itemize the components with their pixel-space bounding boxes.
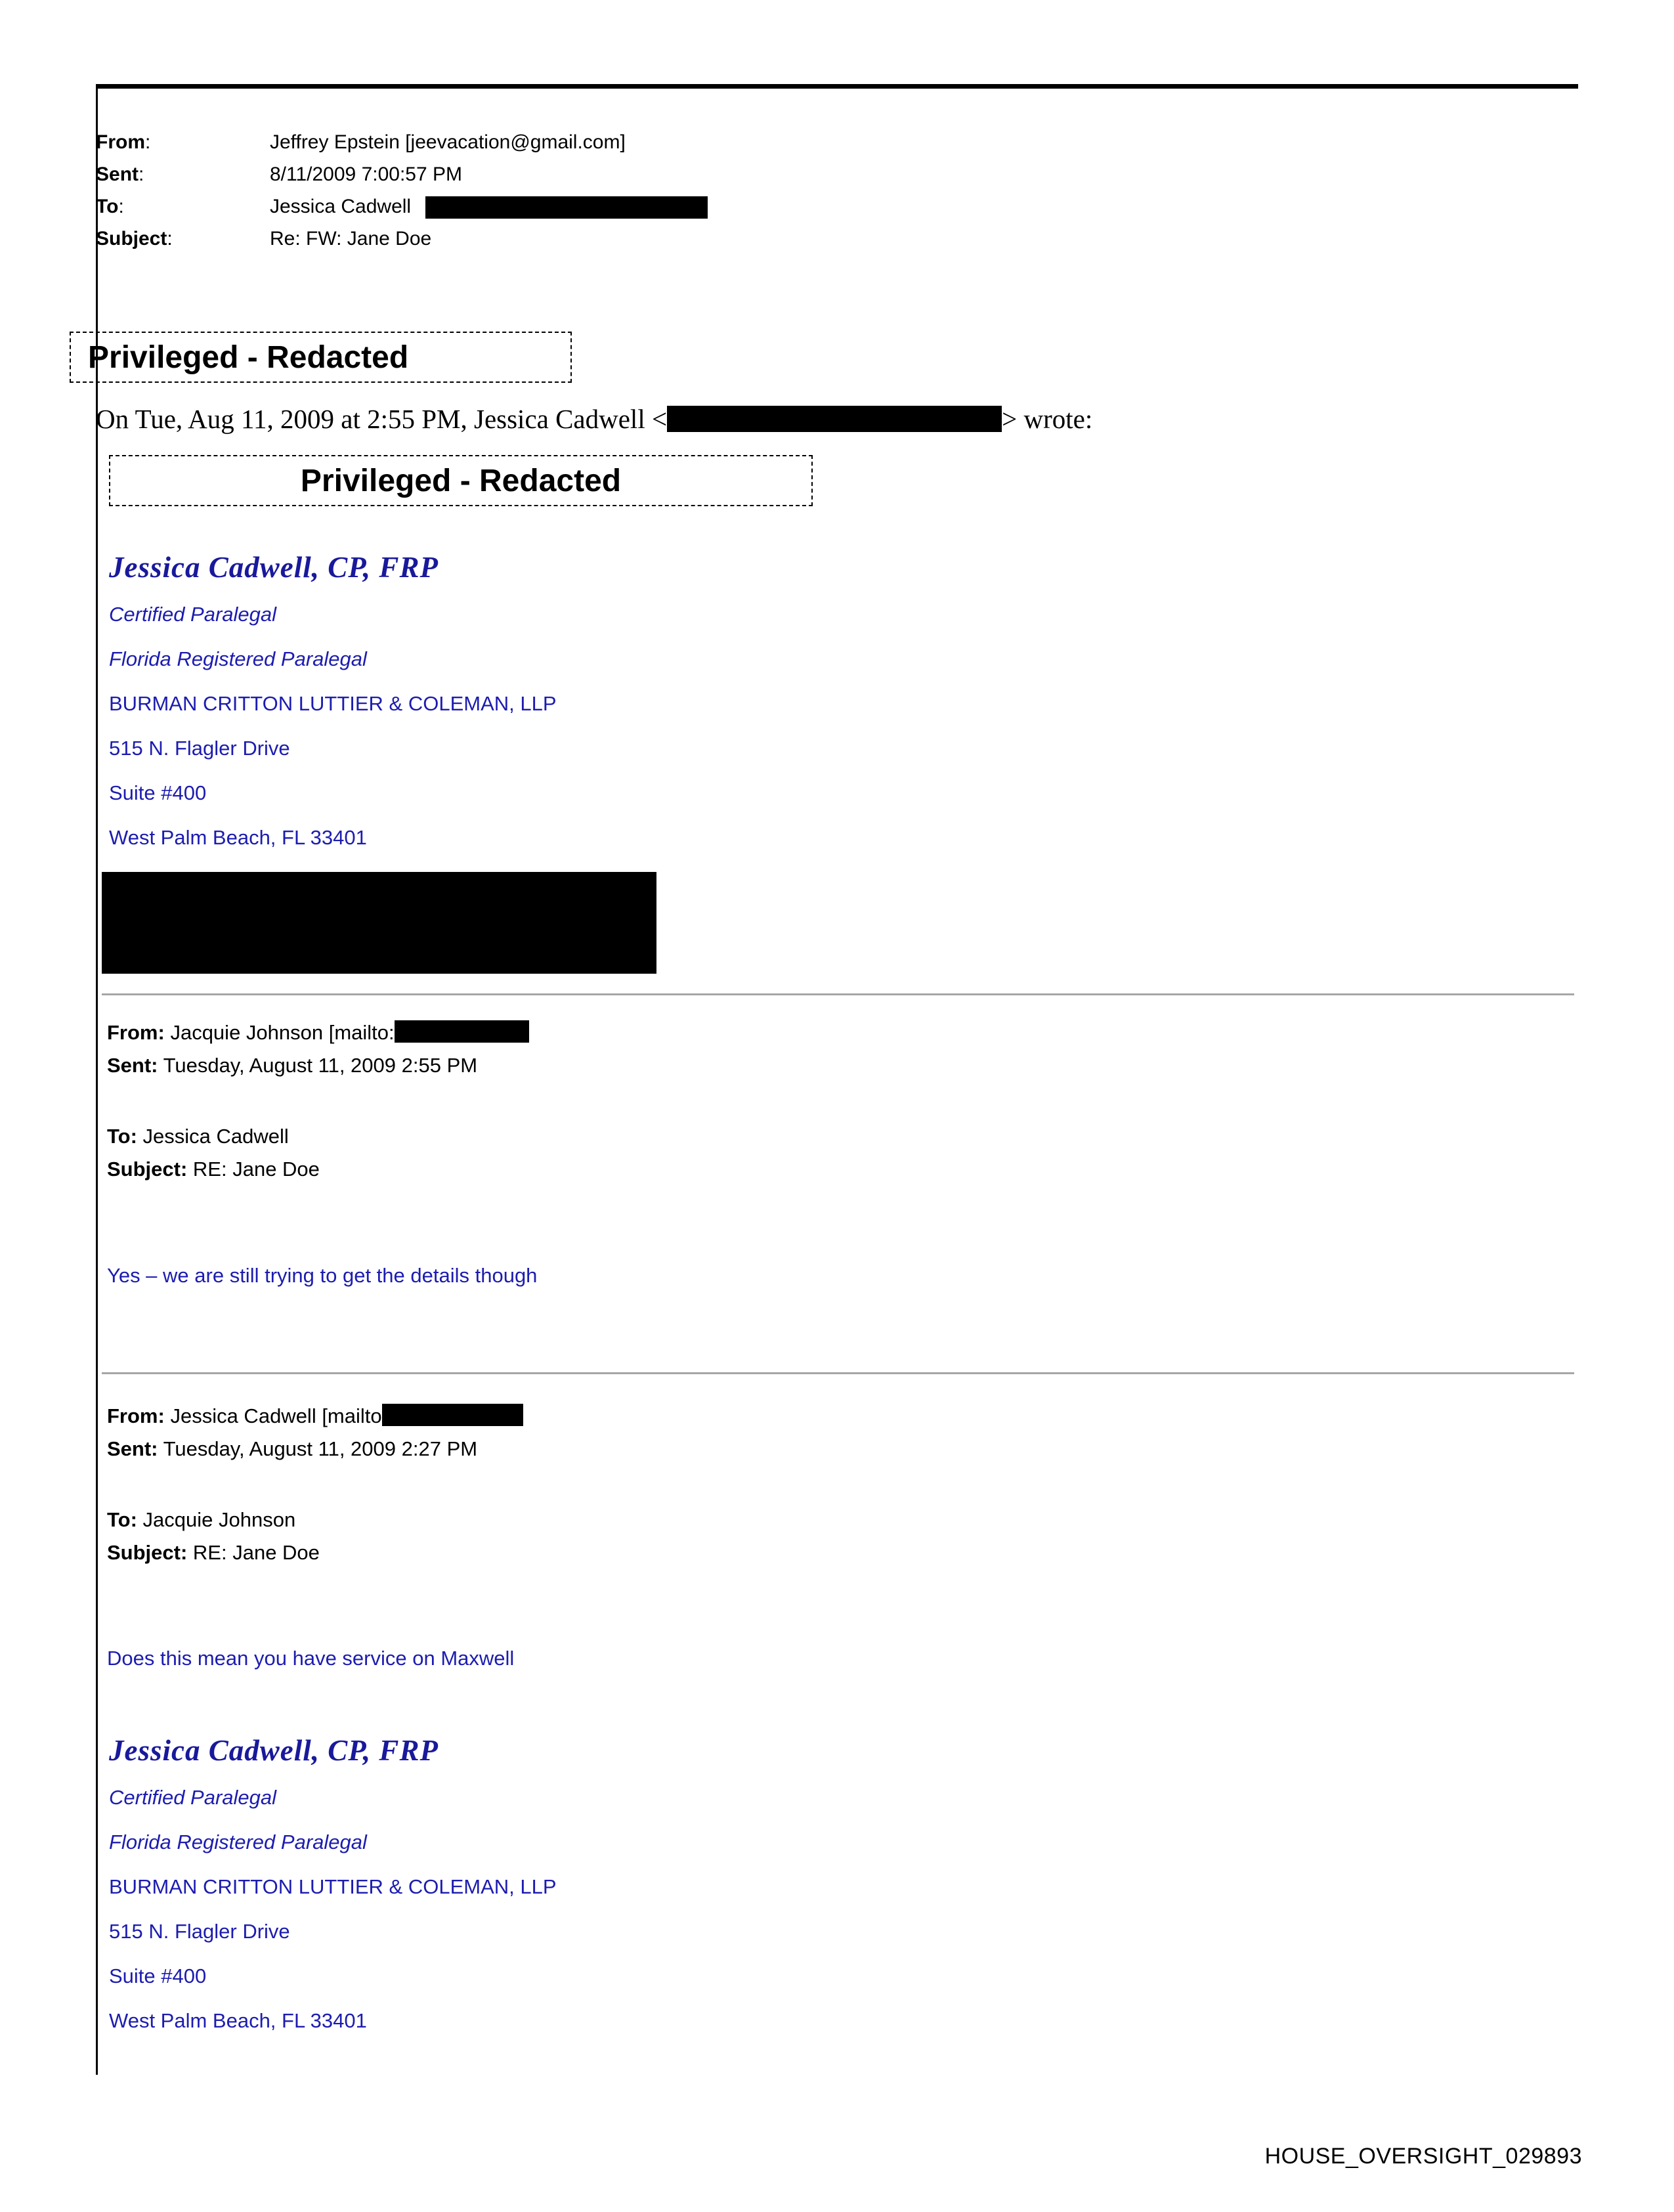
signature-2-address2: Suite #400 — [109, 1964, 207, 1987]
signature-block-2 — [109, 1733, 557, 2043]
message-2-to-line — [107, 1120, 529, 1153]
message-2-body: Yes – we are still trying to get the details though — [107, 1264, 538, 1287]
message-2-from-value: Jacquie Johnson [mailto: — [170, 1021, 395, 1044]
signature-2-address3: West Palm Beach, FL 33401 — [109, 2009, 367, 2032]
message-2-subject-label: Subject: — [107, 1158, 188, 1181]
message-3-subject-value: RE: Jane Doe — [192, 1541, 320, 1564]
message-3-to-label: To: — [107, 1508, 137, 1531]
message-3-body: Does this mean you have service on Maxwell — [107, 1647, 515, 1670]
signature-1-address3: West Palm Beach, FL 33401 — [109, 826, 367, 849]
privileged-redacted-banner-1 — [70, 332, 572, 383]
message-3-sent-label: Sent: — [107, 1437, 158, 1460]
email-header — [96, 131, 1540, 260]
redaction-bar-message-2-from — [395, 1020, 529, 1043]
header-value-to-text: Jessica Cadwell — [270, 196, 412, 217]
redaction-bar-quote-email — [667, 406, 1002, 432]
signature-1-credential: Florida Registered Paralegal — [109, 647, 367, 670]
signature-1-address1: 515 N. Flagler Drive — [109, 737, 290, 760]
message-2-subject-line — [107, 1153, 529, 1186]
message-3-header — [107, 1400, 523, 1569]
signature-2-title: Certified Paralegal — [109, 1786, 277, 1809]
signature-1-firm: BURMAN CRITTON LUTTIER & COLEMAN, LLP — [109, 692, 557, 715]
message-2-to-label: To: — [107, 1125, 137, 1148]
message-2-header-gap — [107, 1082, 529, 1120]
bates-stamp: HOUSE_OVERSIGHT_029893 — [1264, 2144, 1582, 2169]
signature-2-credential: Florida Registered Paralegal — [109, 1831, 367, 1854]
message-2-to-value: Jessica Cadwell — [142, 1125, 289, 1148]
signature-2-firm: BURMAN CRITTON LUTTIER & COLEMAN, LLP — [109, 1875, 557, 1898]
header-value-from: Jeffrey Epstein [jeevacation@gmail.com] — [270, 131, 626, 153]
message-3-subject-line — [107, 1536, 523, 1569]
header-label-sent: Sent: — [96, 163, 144, 185]
message-3-sent-line — [107, 1433, 523, 1465]
header-label-to: To: — [96, 196, 124, 217]
privileged-banner-2-text: Privileged - Redacted — [300, 463, 622, 498]
redaction-block-contact-info — [102, 872, 656, 974]
header-row-subject — [96, 228, 1540, 260]
message-separator-2 — [102, 1372, 1574, 1374]
message-2-sent-line — [107, 1049, 529, 1082]
message-2-from-label: From: — [107, 1021, 165, 1044]
message-3-header-gap — [107, 1465, 523, 1504]
message-2-header — [107, 1016, 529, 1186]
header-label-subject-text: Subject — [96, 228, 167, 249]
signature-2-address1: 515 N. Flagler Drive — [109, 1920, 290, 1943]
message-3-to-value: Jacquie Johnson — [142, 1508, 296, 1531]
message-2-subject-value: RE: Jane Doe — [192, 1158, 320, 1181]
redaction-bar-message-3-from — [382, 1404, 523, 1426]
message-3-sent-value: Tuesday, August 11, 2009 2:27 PM — [163, 1437, 478, 1460]
header-label-subject: Subject: — [96, 228, 173, 249]
header-label-from-text: From — [96, 131, 145, 153]
header-row-from — [96, 131, 1540, 163]
signature-block-1 — [109, 550, 557, 860]
header-label-to-text: To — [96, 196, 119, 217]
header-value-to — [270, 196, 708, 219]
quoted-message-intro — [96, 403, 1092, 435]
quote-suffix-text: > wrote: — [1002, 404, 1093, 434]
signature-1-address2: Suite #400 — [109, 781, 207, 804]
top-border-rule — [96, 84, 1578, 89]
header-label-sent-text: Sent — [96, 163, 139, 185]
message-2-from-line — [107, 1016, 529, 1049]
signature-1-title: Certified Paralegal — [109, 603, 277, 626]
header-value-sent: 8/11/2009 7:00:57 PM — [270, 163, 462, 185]
message-2-sent-value: Tuesday, August 11, 2009 2:55 PM — [163, 1054, 478, 1077]
message-3-from-label: From: — [107, 1404, 165, 1427]
message-3-subject-label: Subject: — [107, 1541, 188, 1564]
quote-prefix-text: On Tue, Aug 11, 2009 at 2:55 PM, Jessica Cadwell < — [96, 404, 668, 434]
message-3-to-line — [107, 1504, 523, 1536]
signature-1-name: Jessica Cadwell, CP, FRP — [109, 551, 439, 584]
left-border-rule — [96, 89, 98, 2075]
message-separator-1 — [102, 993, 1574, 995]
signature-2-name: Jessica Cadwell, CP, FRP — [109, 1734, 439, 1767]
privileged-redacted-banner-2 — [109, 455, 813, 506]
header-row-to — [96, 196, 1540, 228]
message-3-from-value: Jessica Cadwell [mailto — [170, 1404, 382, 1427]
header-row-sent — [96, 163, 1540, 196]
message-3-from-line — [107, 1400, 523, 1433]
privileged-banner-1-text: Privileged - Redacted — [88, 339, 409, 375]
message-2-sent-label: Sent: — [107, 1054, 158, 1077]
header-value-subject: Re: FW: Jane Doe — [270, 228, 432, 249]
redaction-bar-to — [425, 196, 708, 219]
header-label-from: From: — [96, 131, 151, 153]
